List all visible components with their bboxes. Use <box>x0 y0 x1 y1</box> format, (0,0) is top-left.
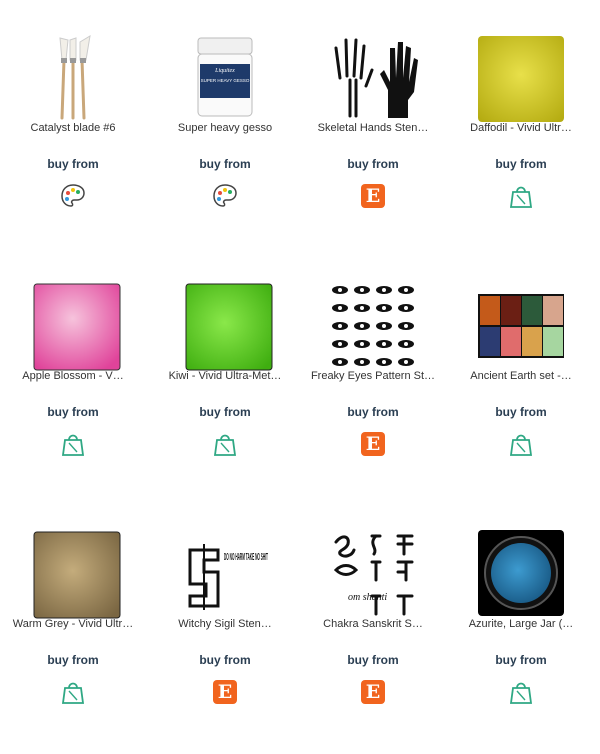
gesso-brand-text: Liquitex <box>215 68 235 74</box>
palette-icon[interactable] <box>59 182 87 210</box>
product-title[interactable]: Azurite, Large Jar (… <box>468 618 574 630</box>
product-title[interactable]: Freaky Eyes Pattern St… <box>310 370 436 382</box>
buy-from-label: buy from <box>347 157 399 171</box>
product-image[interactable] <box>28 526 118 616</box>
product-title[interactable]: Witchy Sigil Sten… <box>178 618 272 630</box>
product-title[interactable]: Ancient Earth set -… <box>470 370 572 382</box>
product-card[interactable] <box>448 248 594 488</box>
product-card[interactable] <box>0 248 146 488</box>
gesso-label-text: SUPER HEAVY GESSO <box>200 78 250 83</box>
product-image[interactable] <box>28 30 118 120</box>
product-title[interactable]: Apple Blossom - V… <box>22 370 124 382</box>
sanskrit-words-text: om shanti <box>348 592 388 603</box>
shopping-bag-icon[interactable] <box>59 430 87 458</box>
product-card[interactable] <box>300 248 446 488</box>
shopping-bag-icon[interactable] <box>211 430 239 458</box>
product-card[interactable] <box>0 496 146 736</box>
etsy-icon[interactable]: E <box>359 430 387 458</box>
product-title[interactable]: Chakra Sanskrit S… <box>323 618 423 630</box>
buy-from-label: buy from <box>47 405 99 419</box>
product-image[interactable] <box>28 278 118 368</box>
product-title[interactable]: Warm Grey - Vivid Ultr… <box>12 618 134 630</box>
palette-icon[interactable] <box>211 182 239 210</box>
product-title[interactable]: Kiwi - Vivid Ultra-Met… <box>168 370 282 382</box>
buy-from-label: buy from <box>199 653 251 667</box>
product-card[interactable] <box>152 0 298 240</box>
product-image[interactable] <box>180 526 270 616</box>
product-image[interactable] <box>180 278 270 368</box>
product-image[interactable] <box>476 30 566 120</box>
buy-from-label: buy from <box>199 405 251 419</box>
buy-from-label: buy from <box>495 405 547 419</box>
product-card[interactable] <box>152 496 298 736</box>
product-title[interactable]: Daffodil - Vivid Ultr… <box>470 122 572 134</box>
buy-from-label: buy from <box>47 157 99 171</box>
product-title[interactable]: Super heavy gesso <box>177 122 273 134</box>
sigil-words-text: DO NO HARM TAKE NO SHIT <box>224 552 268 563</box>
product-card[interactable] <box>300 496 446 736</box>
buy-from-label: buy from <box>495 157 547 171</box>
product-card[interactable] <box>152 248 298 488</box>
buy-from-label: buy from <box>495 653 547 667</box>
product-image[interactable] <box>328 278 418 368</box>
shopping-bag-icon[interactable] <box>59 678 87 706</box>
shopping-bag-icon[interactable] <box>507 430 535 458</box>
product-card[interactable] <box>448 0 594 240</box>
product-card[interactable] <box>300 0 446 240</box>
buy-from-label: buy from <box>47 653 99 667</box>
etsy-icon[interactable]: E <box>359 182 387 210</box>
product-image[interactable] <box>328 30 418 120</box>
product-image[interactable] <box>476 278 566 368</box>
product-image[interactable] <box>476 526 566 616</box>
etsy-icon[interactable]: E <box>359 678 387 706</box>
product-title[interactable]: Skeletal Hands Sten… <box>317 122 429 134</box>
buy-from-label: buy from <box>347 653 399 667</box>
product-image[interactable] <box>180 30 270 120</box>
buy-from-label: buy from <box>199 157 251 171</box>
product-image[interactable] <box>328 526 418 616</box>
shopping-bag-icon[interactable] <box>507 182 535 210</box>
product-title[interactable]: Catalyst blade #6 <box>30 122 116 134</box>
buy-from-label: buy from <box>347 405 399 419</box>
etsy-icon[interactable]: E <box>211 678 239 706</box>
product-card[interactable] <box>0 0 146 240</box>
shopping-bag-icon[interactable] <box>507 678 535 706</box>
product-card[interactable] <box>448 496 594 736</box>
